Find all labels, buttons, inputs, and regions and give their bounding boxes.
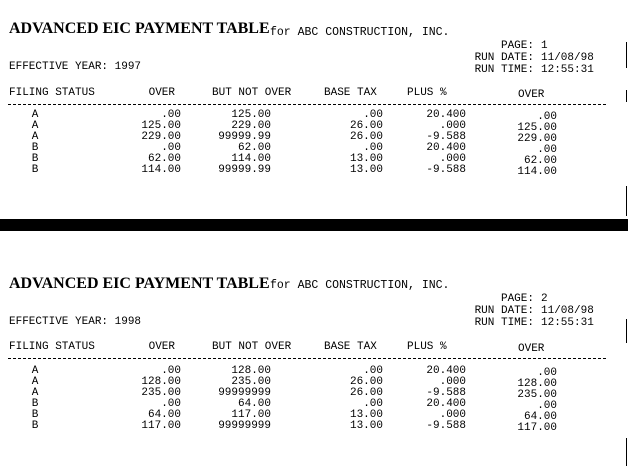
column-header: OVER (148, 87, 175, 99)
filing-status-cell: B (31, 142, 39, 154)
over-cell: 117.00 (517, 422, 557, 434)
base-tax-cell: 26.00 (349, 120, 383, 132)
over-cell: 229.00 (517, 133, 557, 145)
page-edge-mark (626, 186, 627, 216)
filing-status-cell: B (31, 164, 39, 176)
but-not-over-cell: 114.00 (231, 153, 271, 165)
plus-percent-cell: -9.588 (426, 131, 466, 143)
over-cell: 64.00 (523, 411, 557, 423)
filing-status-cell: A (31, 109, 39, 121)
over-cell: .00 (537, 111, 557, 123)
plus-percent-cell: .000 (439, 153, 466, 165)
but-not-over-cell: 128.00 (231, 365, 271, 377)
effective-year: EFFECTIVE YEAR: 1997 (9, 61, 142, 73)
filing-status-cell: B (31, 398, 39, 410)
filing-status-cell: B (31, 153, 39, 165)
page-label: PAGE: (500, 293, 534, 305)
filing-status-cell: A (31, 120, 39, 132)
base-tax-cell: 26.00 (349, 387, 383, 399)
column-header: BUT NOT OVER (212, 87, 292, 99)
over-cell: .00 (537, 144, 557, 156)
page-label: PAGE: (500, 40, 534, 52)
over-cell: 235.00 (517, 389, 557, 401)
run-date-label: RUN DATE: (474, 305, 534, 317)
column-header: BUT NOT OVER (212, 341, 292, 353)
but-not-over-cell: 125.00 (231, 109, 271, 121)
base-tax-cell: 13.00 (349, 409, 383, 421)
page-edge-mark (626, 438, 627, 466)
filing-status-cell: B (31, 420, 39, 432)
report-title: ADVANCED EIC PAYMENT TABLE (9, 275, 270, 292)
column-header: FILING STATUS (9, 87, 95, 99)
column-header: BASE TAX (324, 341, 377, 353)
run-time-label: RUN TIME: (474, 64, 534, 76)
over-cell: .00 (161, 398, 181, 410)
page-edge-mark (626, 319, 627, 343)
page-separator-bar (0, 219, 628, 231)
run-time-label: RUN TIME: (474, 317, 534, 329)
run-time: 12:55:31 (541, 317, 594, 329)
base-tax-cell: .00 (363, 142, 383, 154)
company-name: for ABC CONSTRUCTION, INC. (270, 26, 450, 39)
over-cell: 114.00 (141, 164, 181, 176)
company-name: for ABC CONSTRUCTION, INC. (270, 279, 450, 292)
over-cell: .00 (161, 365, 181, 377)
plus-percent-cell: -9.588 (426, 420, 466, 432)
header-divider (8, 358, 606, 359)
filing-status-cell: A (31, 376, 39, 388)
but-not-over-cell: 64.00 (237, 398, 271, 410)
run-date: 11/08/98 (541, 52, 594, 64)
plus-percent-cell: .000 (439, 120, 466, 132)
page-edge-mark (626, 42, 627, 68)
effective-year: EFFECTIVE YEAR: 1998 (9, 316, 142, 328)
column-header: OVER (518, 343, 545, 355)
base-tax-cell: 26.00 (349, 131, 383, 143)
plus-percent-cell: 20.400 (426, 365, 466, 377)
column-header: BASE TAX (324, 87, 377, 99)
run-date: 11/08/98 (541, 305, 594, 317)
over-cell: 114.00 (517, 166, 557, 178)
page-number: 2 (541, 293, 548, 305)
but-not-over-cell: 235.00 (231, 376, 271, 388)
base-tax-cell: .00 (363, 398, 383, 410)
column-header: PLUS % (407, 341, 447, 353)
column-header: OVER (148, 341, 175, 353)
column-header: FILING STATUS (9, 341, 95, 353)
but-not-over-cell: 99999.99 (218, 164, 271, 176)
base-tax-cell: 13.00 (349, 164, 383, 176)
run-date-label: RUN DATE: (474, 52, 534, 64)
base-tax-cell: 13.00 (349, 420, 383, 432)
plus-percent-cell: .000 (439, 409, 466, 421)
over-cell: 64.00 (147, 409, 181, 421)
filing-status-cell: A (31, 365, 39, 377)
over-cell: 235.00 (141, 387, 181, 399)
but-not-over-cell: 99999999 (218, 387, 271, 399)
page-number: 1 (541, 40, 548, 52)
plus-percent-cell: 20.400 (426, 109, 466, 121)
run-time: 12:55:31 (541, 64, 594, 76)
column-header: OVER (518, 89, 545, 101)
over-cell: 128.00 (141, 376, 181, 388)
base-tax-cell: .00 (363, 109, 383, 121)
base-tax-cell: .00 (363, 365, 383, 377)
filing-status-cell: B (31, 409, 39, 421)
over-cell: 128.00 (517, 378, 557, 390)
filing-status-cell: A (31, 387, 39, 399)
but-not-over-cell: 117.00 (231, 409, 271, 421)
plus-percent-cell: -9.588 (426, 387, 466, 399)
but-not-over-cell: 62.00 (237, 142, 271, 154)
filing-status-cell: A (31, 131, 39, 143)
plus-percent-cell: .000 (439, 376, 466, 388)
over-cell: 125.00 (517, 122, 557, 134)
page-edge-mark (626, 90, 627, 102)
over-cell: .00 (537, 400, 557, 412)
plus-percent-cell: 20.400 (426, 142, 466, 154)
header-divider (8, 104, 606, 105)
but-not-over-cell: 229.00 (231, 120, 271, 132)
but-not-over-cell: 99999999 (218, 420, 271, 432)
but-not-over-cell: 99999.99 (218, 131, 271, 143)
over-cell: 62.00 (523, 155, 557, 167)
base-tax-cell: 13.00 (349, 153, 383, 165)
over-cell: .00 (161, 109, 181, 121)
over-cell: .00 (161, 142, 181, 154)
over-cell: 229.00 (141, 131, 181, 143)
column-header: PLUS % (407, 87, 447, 99)
over-cell: 125.00 (141, 120, 181, 132)
report-title: ADVANCED EIC PAYMENT TABLE (9, 20, 270, 37)
over-cell: 62.00 (147, 153, 181, 165)
over-cell: .00 (537, 367, 557, 379)
plus-percent-cell: 20.400 (426, 398, 466, 410)
over-cell: 117.00 (141, 420, 181, 432)
plus-percent-cell: -9.588 (426, 164, 466, 176)
base-tax-cell: 26.00 (349, 376, 383, 388)
